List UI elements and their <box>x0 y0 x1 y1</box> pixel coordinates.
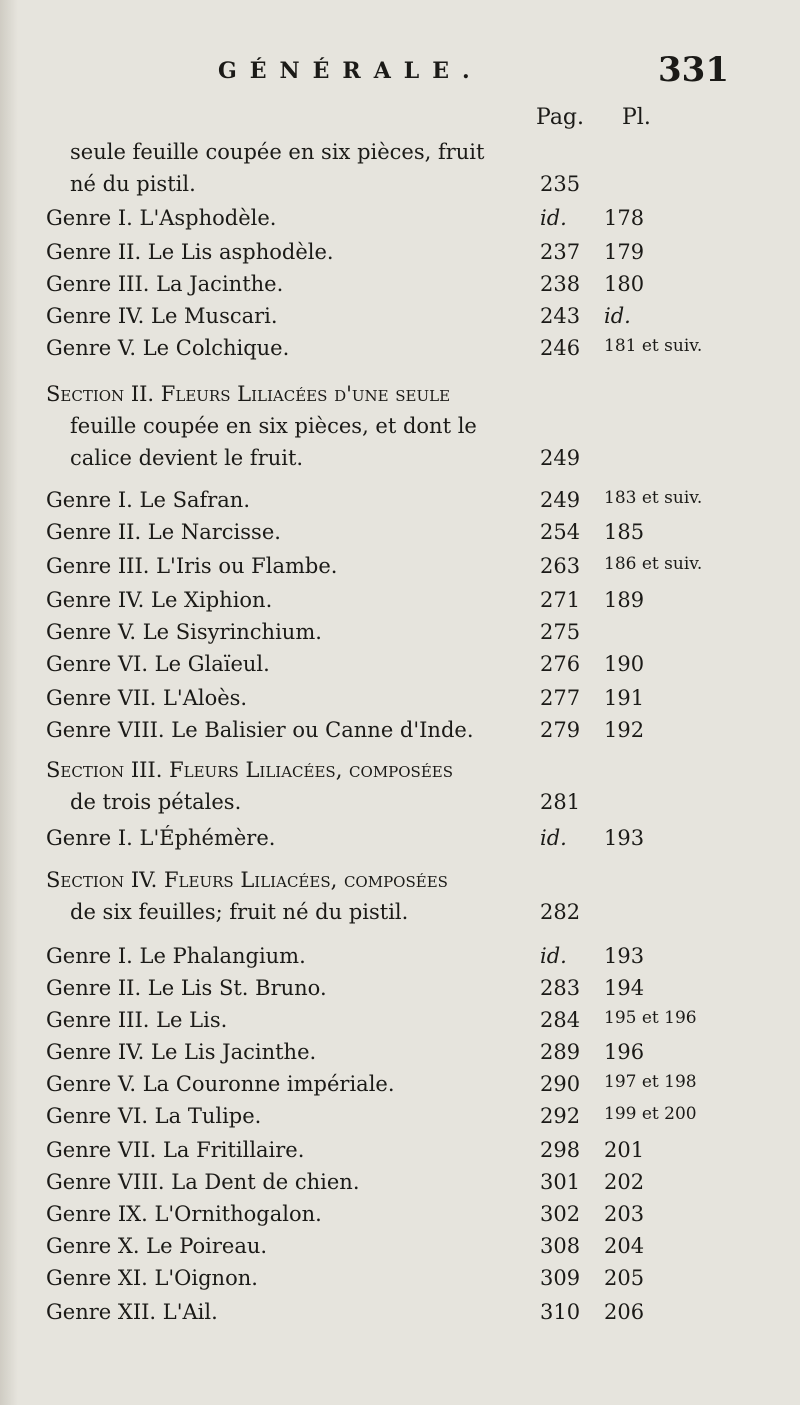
entry-title: né du pistil. <box>70 172 196 196</box>
page-ref: 237 <box>540 240 581 264</box>
entry-title: Genre II. Le Lis asphodèle. <box>46 240 334 264</box>
plate-ref: 199 et 200 <box>604 1104 697 1124</box>
page-ref: 310 <box>540 1300 581 1324</box>
toc-entry <box>0 172 800 204</box>
page-number: 331 <box>658 50 729 90</box>
toc-entry <box>0 206 800 238</box>
plate-ref: 197 et 198 <box>604 1072 697 1092</box>
toc-entry <box>0 620 800 652</box>
toc-entry <box>0 758 800 790</box>
column-header-pl: Pl. <box>622 105 651 130</box>
page-ref: 284 <box>540 1008 581 1032</box>
page-ref: 249 <box>540 446 581 470</box>
page-ref: 238 <box>540 272 581 296</box>
plate-ref: 192 <box>604 718 645 742</box>
toc-entry <box>0 446 800 478</box>
entry-title: seule feuille coupée en six pièces, fruit <box>70 140 485 164</box>
entry-title: de six feuilles; fruit né du pistil. <box>70 900 409 924</box>
toc-entry <box>0 976 800 1008</box>
plate-ref: 180 <box>604 272 645 296</box>
plate-ref: 186 et suiv. <box>604 554 703 574</box>
page-ref: 275 <box>540 620 581 644</box>
toc-entry <box>0 686 800 718</box>
entry-title: Genre VI. La Tulipe. <box>46 1104 262 1128</box>
page-ref: id. <box>540 944 567 968</box>
plate-ref: 179 <box>604 240 645 264</box>
plate-ref: 189 <box>604 588 645 612</box>
toc-entry <box>0 1072 800 1104</box>
page-ref: 271 <box>540 588 581 612</box>
entry-title: Genre V. Le Colchique. <box>46 336 290 360</box>
entry-title: Genre VII. L'Aloès. <box>46 686 248 710</box>
plate-ref: 183 et suiv. <box>604 488 703 508</box>
page-ref: 283 <box>540 976 581 1000</box>
entry-title: Genre V. Le Sisyrinchium. <box>46 620 322 644</box>
page-ref: 289 <box>540 1040 581 1064</box>
toc-entry <box>0 944 800 976</box>
entry-title: feuille coupée en six pièces, et dont le <box>70 414 477 438</box>
page-ref: 276 <box>540 652 581 676</box>
entry-title: Genre VIII. Le Balisier ou Canne d'Inde. <box>46 718 474 742</box>
entry-title: Genre X. Le Poireau. <box>46 1234 268 1258</box>
page-ref: 277 <box>540 686 581 710</box>
plate-ref: 202 <box>604 1170 645 1194</box>
toc-entry <box>0 382 800 414</box>
plate-ref: 205 <box>604 1266 645 1290</box>
page-ref: 308 <box>540 1234 581 1258</box>
entry-title: Genre VI. Le Glaïeul. <box>46 652 270 676</box>
plate-ref: 185 <box>604 520 645 544</box>
toc-entry <box>0 1008 800 1040</box>
column-header-pag: Pag. <box>536 105 585 130</box>
toc-entry <box>0 140 800 172</box>
plate-ref: 181 et suiv. <box>604 336 703 356</box>
page-ref: 290 <box>540 1072 581 1096</box>
page-ref: 302 <box>540 1202 581 1226</box>
entry-title: Section IV. Fleurs Liliacées, composées <box>46 868 448 892</box>
toc-entry <box>0 1040 800 1072</box>
toc-entry <box>0 554 800 586</box>
toc-entry <box>0 1202 800 1234</box>
plate-ref: 191 <box>604 686 645 710</box>
toc-entry <box>0 1170 800 1202</box>
page-ref: 301 <box>540 1170 581 1194</box>
toc-entry <box>0 868 800 900</box>
entry-title: calice devient le fruit. <box>70 446 304 470</box>
entry-title: Genre V. La Couronne impériale. <box>46 1072 395 1096</box>
page-ref: 246 <box>540 336 581 360</box>
entry-title: Genre IX. L'Ornithogalon. <box>46 1202 322 1226</box>
toc-entry <box>0 826 800 858</box>
entry-title: Genre I. Le Safran. <box>46 488 251 512</box>
plate-ref: 190 <box>604 652 645 676</box>
entry-title: de trois pétales. <box>70 790 242 814</box>
entry-title: Section II. Fleurs Liliacées d'une seule <box>46 382 451 406</box>
plate-ref: 193 <box>604 944 645 968</box>
page-ref: 292 <box>540 1104 581 1128</box>
page-ref: id. <box>540 826 567 850</box>
plate-ref: id. <box>604 304 631 328</box>
entry-title: Genre IV. Le Xiphion. <box>46 588 273 612</box>
running-head: GÉNÉRALE. <box>218 58 483 84</box>
toc-entry <box>0 336 800 368</box>
toc-entry <box>0 900 800 932</box>
entry-title: Genre I. L'Éphémère. <box>46 826 276 850</box>
toc-entry <box>0 1234 800 1266</box>
page-ref: 281 <box>540 790 581 814</box>
entry-title: Genre XII. L'Ail. <box>46 1300 218 1324</box>
entry-title: Genre VIII. La Dent de chien. <box>46 1170 360 1194</box>
entry-title: Genre I. Le Phalangium. <box>46 944 306 968</box>
entry-title: Genre VII. La Fritillaire. <box>46 1138 305 1162</box>
plate-ref: 196 <box>604 1040 645 1064</box>
plate-ref: 193 <box>604 826 645 850</box>
entry-title: Genre II. Le Lis St. Bruno. <box>46 976 327 1000</box>
entry-title: Section III. Fleurs Liliacées, composées <box>46 758 454 782</box>
page-ref: 235 <box>540 172 581 196</box>
page-ref: id. <box>540 206 567 230</box>
entry-title: Genre II. Le Narcisse. <box>46 520 281 544</box>
toc-entry <box>0 520 800 552</box>
page-ref: 279 <box>540 718 581 742</box>
page-ref: 309 <box>540 1266 581 1290</box>
toc-entry <box>0 790 800 822</box>
toc-entry <box>0 272 800 304</box>
plate-ref: 178 <box>604 206 645 230</box>
page-ref: 298 <box>540 1138 581 1162</box>
entry-title: Genre III. La Jacinthe. <box>46 272 284 296</box>
page-ref: 249 <box>540 488 581 512</box>
plate-ref: 195 et 196 <box>604 1008 697 1028</box>
plate-ref: 206 <box>604 1300 645 1324</box>
toc-entry <box>0 1266 800 1298</box>
toc-entry <box>0 240 800 272</box>
page-ref: 282 <box>540 900 581 924</box>
page-ref: 263 <box>540 554 581 578</box>
toc-entry <box>0 488 800 520</box>
plate-ref: 194 <box>604 976 645 1000</box>
toc-entry <box>0 1300 800 1332</box>
toc-entry <box>0 718 800 750</box>
entry-title: Genre XI. L'Oignon. <box>46 1266 258 1290</box>
entry-title: Genre IV. Le Muscari. <box>46 304 278 328</box>
entry-title: Genre I. L'Asphodèle. <box>46 206 277 230</box>
entry-title: Genre III. L'Iris ou Flambe. <box>46 554 338 578</box>
entry-title: Genre IV. Le Lis Jacinthe. <box>46 1040 317 1064</box>
toc-entry <box>0 652 800 684</box>
toc-entry <box>0 1138 800 1170</box>
toc-entry <box>0 588 800 620</box>
plate-ref: 203 <box>604 1202 645 1226</box>
entry-title: Genre III. Le Lis. <box>46 1008 228 1032</box>
toc-entry <box>0 304 800 336</box>
plate-ref: 201 <box>604 1138 645 1162</box>
page-ref: 254 <box>540 520 581 544</box>
plate-ref: 204 <box>604 1234 645 1258</box>
toc-entry <box>0 414 800 446</box>
toc-entry <box>0 1104 800 1136</box>
page-ref: 243 <box>540 304 581 328</box>
